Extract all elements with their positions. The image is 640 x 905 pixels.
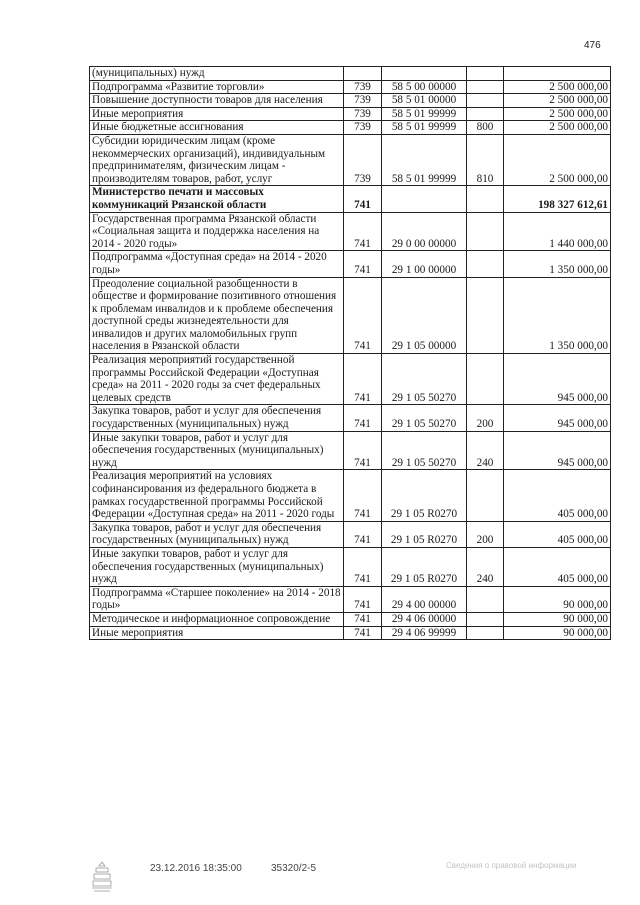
row-target-article: 58 5 01 99999	[382, 121, 467, 135]
row-amount: 90 000,00	[504, 612, 611, 626]
row-expense-type	[467, 470, 504, 521]
row-ministry-code: 741	[344, 612, 382, 626]
table-row	[90, 186, 611, 212]
row-name: Подпрограмма «Старшее поколение» на 2014 - 2018 годы»	[90, 586, 344, 612]
row-expense-type	[467, 212, 504, 251]
row-amount: 90 000,00	[504, 586, 611, 612]
row-ministry-code: 739	[344, 134, 382, 185]
row-target-article: 29 1 05 50270	[382, 405, 467, 431]
page-number: 476	[584, 40, 601, 51]
table-row	[90, 586, 611, 612]
row-amount: 1 350 000,00	[504, 277, 611, 354]
row-target-article: 58 5 01 99999	[382, 134, 467, 185]
row-ministry-code: 741	[344, 470, 382, 521]
row-expense-type: 200	[467, 405, 504, 431]
row-amount: 405 000,00	[504, 470, 611, 521]
row-name: Министерство печати и массовых коммуникаций Рязанской области	[90, 186, 344, 212]
row-expense-type	[467, 586, 504, 612]
table-row	[90, 277, 611, 354]
row-ministry-code: 741	[344, 186, 382, 212]
table-row	[90, 251, 611, 277]
row-name: Иные закупки товаров, работ и услуг для обеспечения государственных (муниципальных) нужд	[90, 431, 344, 470]
row-ministry-code: 739	[344, 121, 382, 135]
row-target-article: 58 5 01 00000	[382, 94, 467, 108]
row-amount: 90 000,00	[504, 626, 611, 640]
table-row	[90, 612, 611, 626]
row-target-article: 29 4 06 99999	[382, 626, 467, 640]
row-name: Методическое и информационное сопровождение	[90, 612, 344, 626]
row-amount: 405 000,00	[504, 521, 611, 547]
row-ministry-code	[344, 67, 382, 81]
footer-stamp: Сведения о правовой информации	[446, 861, 577, 870]
row-target-article: 29 4 00 00000	[382, 586, 467, 612]
row-name: Иные мероприятия	[90, 107, 344, 121]
row-amount: 2 500 000,00	[504, 94, 611, 108]
row-expense-type	[467, 626, 504, 640]
row-name: Иные закупки товаров, работ и услуг для обеспечения государственных (муниципальных) нужд	[90, 547, 344, 586]
row-amount: 1 440 000,00	[504, 212, 611, 251]
row-expense-type	[467, 67, 504, 81]
row-name: Преодоление социальной разобщенности в обществе и формирование позитивного отношения к проблемам инвалидов и к проблеме обеспечения доступной среды жизнедеятельности для инвалидов и других маломобильных групп населения в Рязанской области	[90, 277, 344, 354]
table-row	[90, 121, 611, 135]
row-expense-type: 200	[467, 521, 504, 547]
row-name: Подпрограмма «Развитие торговли»	[90, 80, 344, 94]
row-amount: 405 000,00	[504, 547, 611, 586]
table-row	[90, 470, 611, 521]
row-name: (муниципальных) нужд	[90, 67, 344, 81]
row-amount: 2 500 000,00	[504, 134, 611, 185]
row-name: Иные мероприятия	[90, 626, 344, 640]
budget-table-body	[90, 67, 611, 640]
table-row	[90, 547, 611, 586]
row-amount: 945 000,00	[504, 405, 611, 431]
row-amount: 945 000,00	[504, 431, 611, 470]
row-target-article: 58 5 00 00000	[382, 80, 467, 94]
row-expense-type	[467, 354, 504, 405]
row-name: Государственная программа Рязанской области «Социальная защита и поддержка населения на 2014 - 2020 годы»	[90, 212, 344, 251]
row-expense-type	[467, 251, 504, 277]
seal-icon	[91, 860, 113, 894]
table-row	[90, 107, 611, 121]
table-row	[90, 521, 611, 547]
row-ministry-code: 739	[344, 94, 382, 108]
row-amount: 198 327 612,61	[504, 186, 611, 212]
row-expense-type: 240	[467, 431, 504, 470]
row-name: Подпрограмма «Доступная среда» на 2014 - 2020 годы»	[90, 251, 344, 277]
row-expense-type: 240	[467, 547, 504, 586]
row-expense-type	[467, 80, 504, 94]
row-expense-type: 800	[467, 121, 504, 135]
row-ministry-code: 739	[344, 80, 382, 94]
row-target-article: 29 1 00 00000	[382, 251, 467, 277]
row-name: Реализация мероприятий государственной программы Российской Федерации «Доступная среда» на 2011 - 2020 годы за счет федеральных целевых средств	[90, 354, 344, 405]
row-target-article: 29 1 05 00000	[382, 277, 467, 354]
row-target-article: 29 1 05 R0270	[382, 547, 467, 586]
table-row	[90, 354, 611, 405]
row-amount	[504, 67, 611, 81]
row-target-article: 29 0 00 00000	[382, 212, 467, 251]
row-target-article: 29 4 06 00000	[382, 612, 467, 626]
row-expense-type	[467, 107, 504, 121]
row-ministry-code: 741	[344, 547, 382, 586]
row-amount: 2 500 000,00	[504, 121, 611, 135]
row-ministry-code: 739	[344, 107, 382, 121]
row-amount: 2 500 000,00	[504, 107, 611, 121]
row-target-article: 29 1 05 50270	[382, 431, 467, 470]
row-ministry-code: 741	[344, 521, 382, 547]
row-name: Иные бюджетные ассигнования	[90, 121, 344, 135]
row-target-article	[382, 67, 467, 81]
row-ministry-code: 741	[344, 431, 382, 470]
row-expense-type	[467, 94, 504, 108]
row-expense-type	[467, 186, 504, 212]
row-expense-type	[467, 277, 504, 354]
budget-table	[89, 66, 611, 640]
row-ministry-code: 741	[344, 212, 382, 251]
row-ministry-code: 741	[344, 405, 382, 431]
row-target-article: 29 1 05 R0270	[382, 470, 467, 521]
footer-date: 23.12.2016 18:35:00	[150, 863, 242, 874]
row-ministry-code: 741	[344, 586, 382, 612]
row-name: Реализация мероприятий на условиях софинансирования из федерального бюджета в рамках государственной программы Российской Федерации «Доступная среда» на 2011 - 2020 годы	[90, 470, 344, 521]
row-amount: 945 000,00	[504, 354, 611, 405]
table-row	[90, 94, 611, 108]
table-row	[90, 134, 611, 185]
row-target-article: 58 5 01 99999	[382, 107, 467, 121]
table-row	[90, 67, 611, 81]
row-ministry-code: 741	[344, 251, 382, 277]
row-expense-type: 810	[467, 134, 504, 185]
table-row	[90, 212, 611, 251]
row-amount: 1 350 000,00	[504, 251, 611, 277]
page-footer	[0, 860, 640, 900]
row-amount: 2 500 000,00	[504, 80, 611, 94]
row-ministry-code: 741	[344, 277, 382, 354]
row-name: Субсидии юридическим лицам (кроме некоммерческих организаций), индивидуальным предпринимателям, физическим лицам - производителям товаров, работ, услуг	[90, 134, 344, 185]
row-expense-type	[467, 612, 504, 626]
table-row	[90, 431, 611, 470]
table-row	[90, 80, 611, 94]
row-name: Повышение доступности товаров для населения	[90, 94, 344, 108]
row-name: Закупка товаров, работ и услуг для обеспечения государственных (муниципальных) нужд	[90, 405, 344, 431]
table-row	[90, 405, 611, 431]
row-ministry-code: 741	[344, 354, 382, 405]
row-target-article: 29 1 05 50270	[382, 354, 467, 405]
row-name: Закупка товаров, работ и услуг для обеспечения государственных (муниципальных) нужд	[90, 521, 344, 547]
row-target-article: 29 1 05 R0270	[382, 521, 467, 547]
table-row	[90, 626, 611, 640]
row-ministry-code: 741	[344, 626, 382, 640]
footer-document-number: 35320/2-5	[271, 863, 317, 874]
row-target-article	[382, 186, 467, 212]
